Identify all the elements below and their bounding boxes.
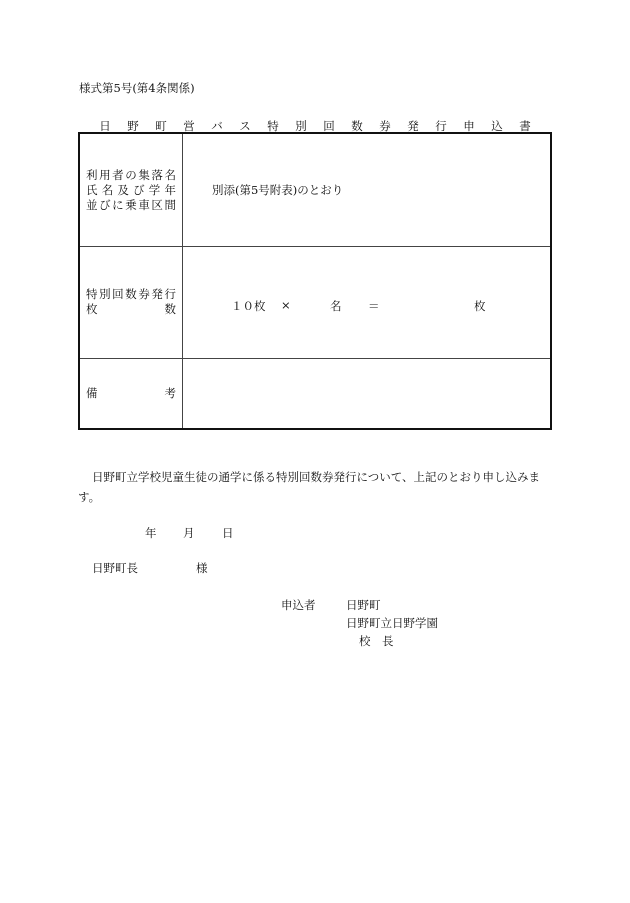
form-number: 様式第5号(第4条関係)	[79, 81, 195, 95]
total-unit: 枚	[474, 299, 486, 313]
title-char: 回	[323, 119, 335, 133]
title-char: 発	[407, 119, 419, 133]
ticket-count-label: 特別回数券発行 枚 数	[86, 287, 176, 316]
remarks-label: 備 考	[86, 386, 176, 400]
title-char: 行	[435, 119, 447, 133]
title-char: 営	[183, 119, 195, 133]
table-row-ticket-count	[80, 246, 550, 359]
title-char: 込	[491, 119, 503, 133]
title-char: ス	[239, 119, 251, 133]
applicant-town: 日野町	[346, 598, 381, 612]
title-char: 特	[267, 119, 279, 133]
title-char: 書	[519, 119, 531, 133]
application-statement: 日野町立学校児童生徒の通学に係る特別回数券発行について、上記のとおり申し込みます。	[78, 470, 541, 504]
application-table	[78, 132, 552, 430]
table-row-user-info	[80, 134, 550, 247]
date-day: 日	[222, 526, 234, 540]
title-char: 数	[351, 119, 363, 133]
applicant-position: 校 長	[359, 634, 394, 648]
user-info-value: 別添(第5号附表)のとおり	[212, 183, 344, 197]
applicant-school: 日野町立日野学園	[346, 616, 438, 630]
ticket-count-calculation	[80, 298, 550, 314]
table-row-remarks	[80, 358, 550, 430]
title-char: 野	[127, 119, 139, 133]
persons-unit: 名	[330, 299, 342, 313]
title-char: 申	[463, 119, 475, 133]
addressee-honorific: 様	[196, 561, 208, 575]
title-char: 町	[155, 119, 167, 133]
tickets-per-person: １０枚	[231, 299, 266, 313]
equals-sign: ＝	[368, 299, 380, 313]
addressee-name: 日野町長	[92, 561, 138, 575]
user-info-label: 利用者の集落名 氏名及び学年 並びに乗車区間	[86, 168, 176, 212]
title-char: 日	[99, 119, 111, 133]
date-month: 月	[183, 526, 195, 540]
title-char: バ	[211, 119, 223, 133]
times-sign: ×	[281, 298, 291, 312]
date-year: 年	[145, 526, 157, 540]
title-char: 券	[379, 119, 391, 133]
title-char: 別	[295, 119, 307, 133]
applicant-label: 申込者	[281, 598, 316, 612]
